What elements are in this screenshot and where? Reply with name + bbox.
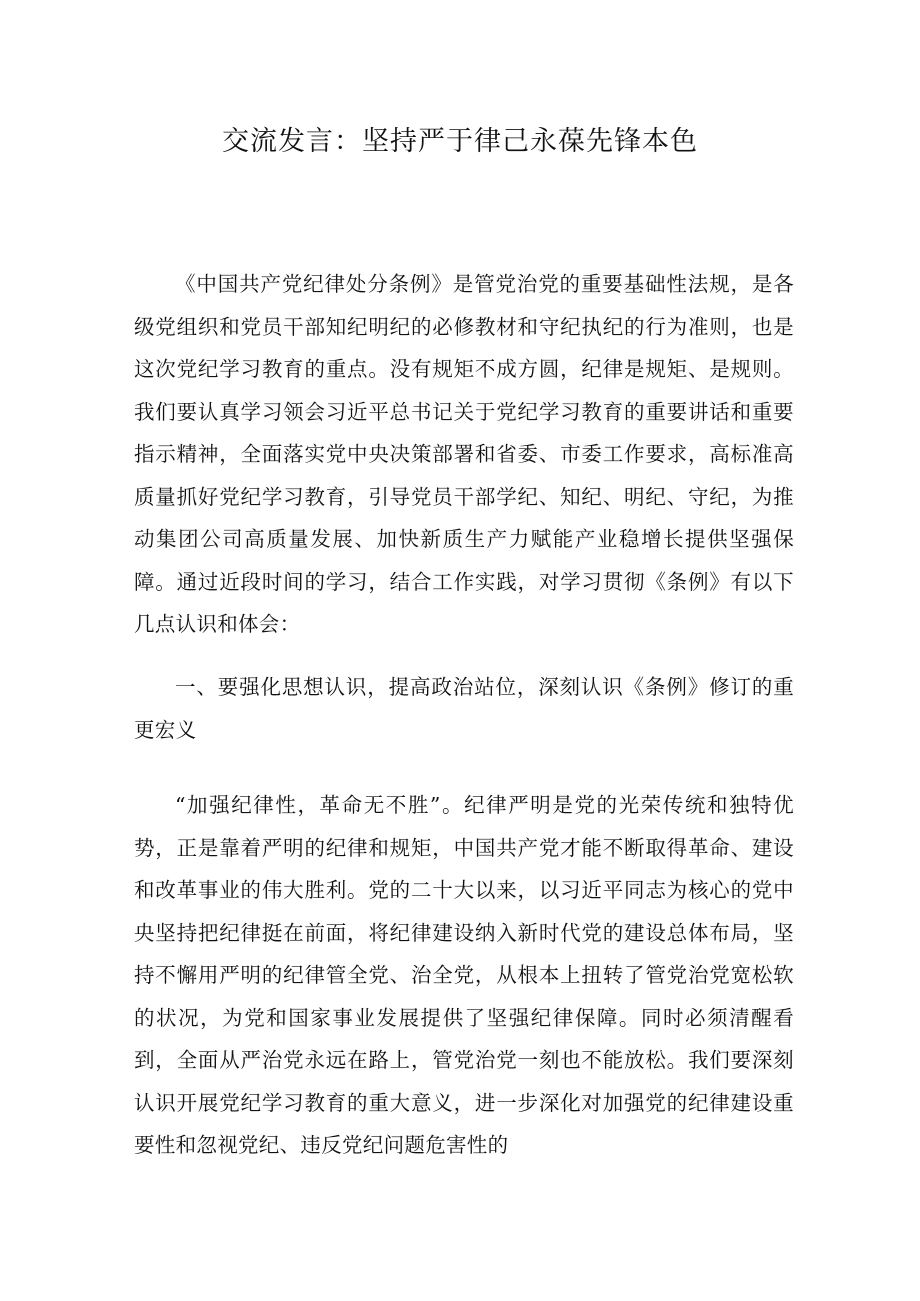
document-title: 交流发言：坚持严于律己永葆先锋本色 <box>222 126 698 157</box>
paragraph-intro: 《中国共产党纪律处分条例》是管党治党的重要基础性法规，是各级党组织和党员干部知纪明纪的必修教材和守纪执纪的行为准则，也是这次党纪学习教育的重点。没有规矩不成方圆，纪律是规矩、是规则。我们要认真学习领会习近平总书记关于党纪学习教育的重要讲话和重要指示精神，全面落实党中央决策部署和省委、市委工作要求，高标准高质量抓好党纪学习教育，引导党员干部学纪、知纪、明纪、守纪，为推动集团公司高质量发展、加快新质生产力赋能产业稳增长提供坚强保障。通过近段时间的学习，结合工作实践，对学习贯彻《条例》有以下几点认识和体会： <box>134 272 794 636</box>
paragraph-section-1: “加强纪律性，革命无不胜”。纪律严明是党的光荣传统和独特优势，正是靠着严明的纪律和规矩，中国共产党才能不断取得革命、建设和改革事业的伟大胜利。党的二十大以来，以习近平同志为核心的党中央坚持把纪律挺在前面，将纪律建设纳入新时代党的建设总体布局，坚持不懈用严明的纪律管全党、治全党，从根本上扭转了管党治党宽松软的状况，为党和国家事业发展提供了坚强纪律保障。同时必须清醒看到，全面从严治党永远在路上，管党治党一刻也不能放松。我们要深刻认识开展党纪学习教育的重大意义，进一步深化对加强党的纪律建设重要性和忽视党纪、违反党纪问题危害性的 <box>134 793 794 1157</box>
section-heading-1: 一、要强化思想认识，提高政治站位，深刻认识《条例》修订的重更宏义 <box>134 675 794 742</box>
